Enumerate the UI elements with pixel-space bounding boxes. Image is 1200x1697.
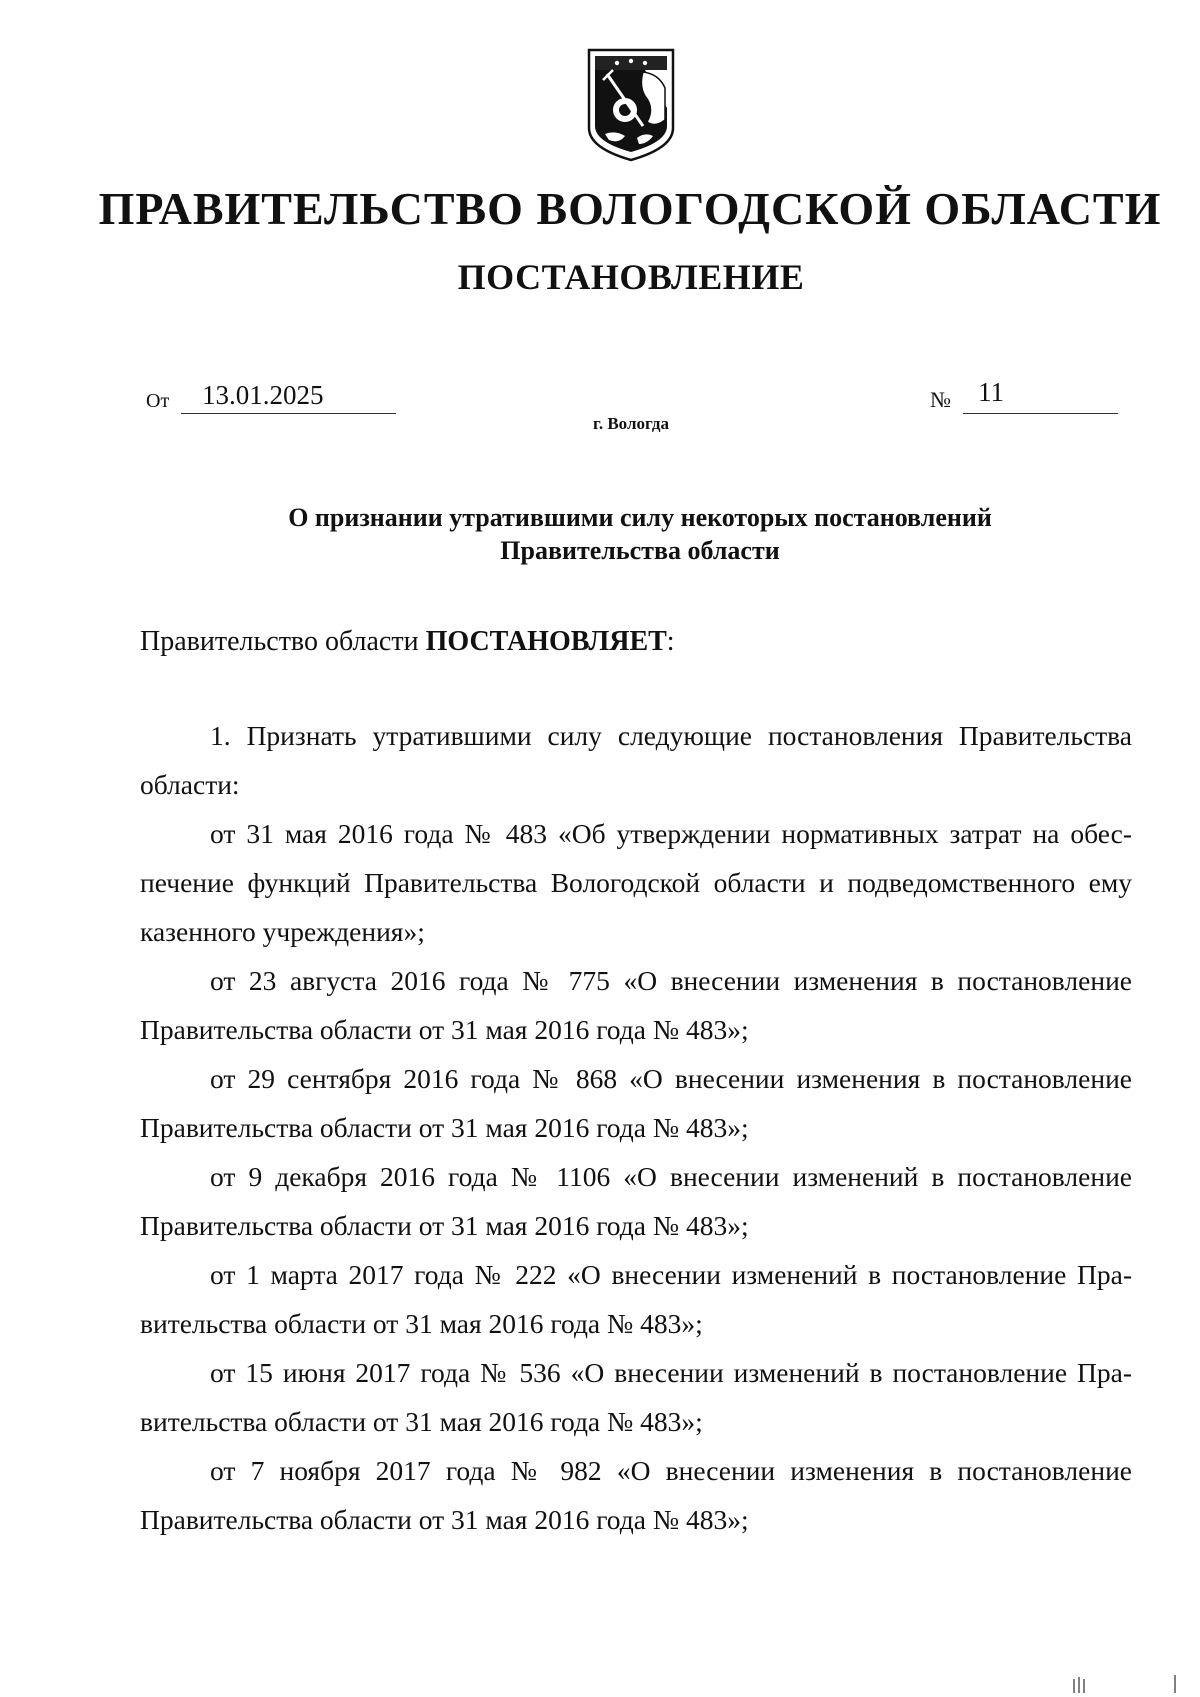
organization-title: ПРАВИТЕЛЬСТВО ВОЛОГОДСКОЙ ОБЛАСТИ xyxy=(98,183,1162,234)
document-date: 13.01.2025 xyxy=(202,380,324,410)
paragraph: от 15 июня 2017 года № 536 «О внесении изменений в постановление Правительства области от 31 мая 2016 года № 483»; xyxy=(140,1357,1132,1437)
preamble-suffix: : xyxy=(666,626,675,657)
paragraph: от 9 декабря 2016 года № 1106 «О внесении изменений в постановление Правительства области от 31 мая 2016 года № 483»; xyxy=(140,1161,1132,1241)
document-number: 11 xyxy=(978,377,1004,407)
subject-line: О признании утратившими силу некоторых постановлений xyxy=(288,503,992,532)
document-body xyxy=(140,711,1132,1544)
date-field xyxy=(181,379,396,414)
document-type-heading: ПОСТАНОВЛЕНИЕ xyxy=(457,257,805,297)
number-field xyxy=(963,379,1118,414)
scan-marks xyxy=(1072,1673,1192,1693)
paragraph: 1. Признать утратившими силу следующие постановления Правительства области: xyxy=(140,720,1132,800)
document-subject xyxy=(140,501,1140,567)
preamble-decree: ПОСТАНОВЛЯЕТ xyxy=(425,626,667,657)
preamble xyxy=(140,626,675,658)
subject-line: Правительства области xyxy=(500,536,780,565)
paragraph: от 29 сентября 2016 года № 868 «О внесении изменения в постановление Правительства области от 31 мая 2016 года № 483»; xyxy=(140,1063,1132,1143)
paragraph: от 31 мая 2016 года № 483 «Об утверждении нормативных затрат на обеспечение функций Правительства Вологодской области и подведомственного ему казенного учреждения»; xyxy=(140,818,1132,947)
preamble-prefix: Правительство области xyxy=(140,626,426,657)
coat-of-arms-icon xyxy=(585,48,677,162)
paragraph: от 1 марта 2017 года № 222 «О внесении изменений в постановление Правительства области от 31 мая 2016 года № 483»; xyxy=(140,1259,1132,1339)
paragraph: от 7 ноября 2017 года № 982 «О внесении изменения в постановление Правительства области от 31 мая 2016 года № 483»; xyxy=(140,1455,1132,1535)
paragraph: от 23 августа 2016 года № 775 «О внесении изменения в постановление Правительства области от 31 мая 2016 года № 483»; xyxy=(140,965,1132,1045)
city-name: г. Вологда xyxy=(593,414,669,433)
number-label: № xyxy=(930,387,951,412)
date-label: От xyxy=(146,390,170,412)
